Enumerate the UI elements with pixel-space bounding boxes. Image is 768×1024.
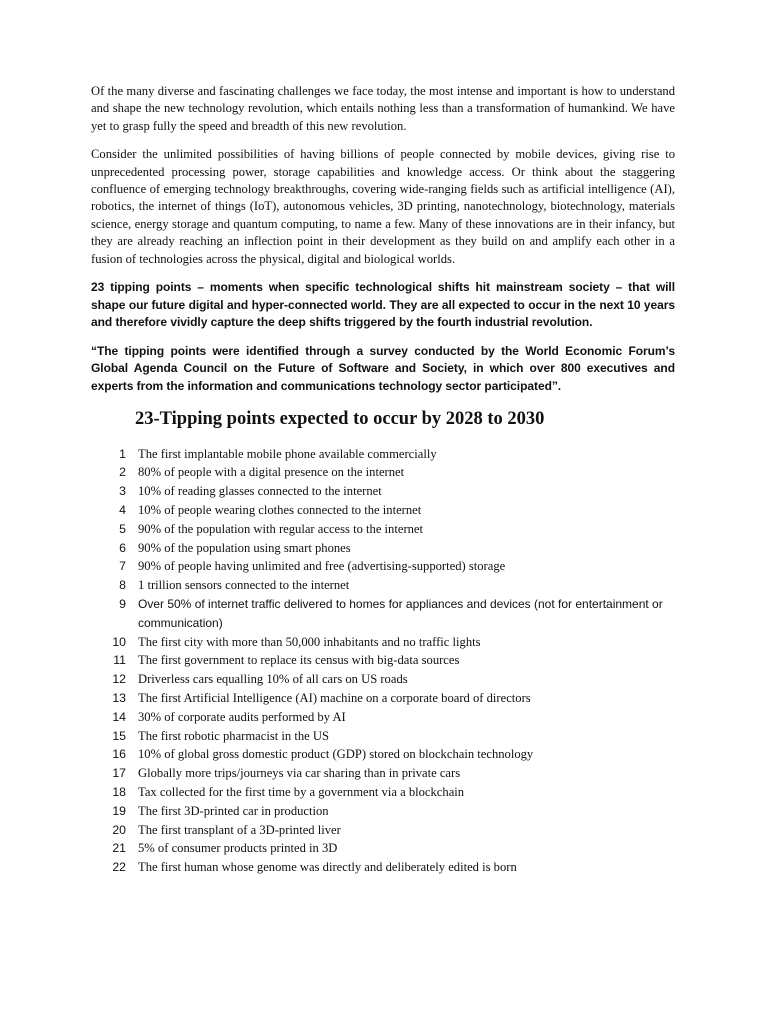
list-item-number: 20 <box>112 822 126 837</box>
list-item-number: 18 <box>112 784 126 799</box>
list-item-number: 13 <box>112 690 126 705</box>
list-item-number: 15 <box>112 728 126 743</box>
list-item-text: 10% of reading glasses connected to the internet <box>138 484 382 499</box>
list-item-text: 10% of global gross domestic product (GDP) stored on blockchain technology <box>138 747 534 762</box>
list-item-number: 19 <box>112 803 126 818</box>
list-item <box>91 557 675 576</box>
list-item-text: Tax collected for the first time by a government via a blockchain <box>138 784 465 799</box>
list-item <box>91 482 675 501</box>
list-item <box>91 501 675 520</box>
list-item-text: 1 trillion sensors connected to the internet <box>138 578 350 593</box>
list-item-number: 3 <box>119 484 126 499</box>
list-item-text: 90% of the population with regular access to the internet <box>138 521 424 536</box>
list-item-number: 4 <box>119 503 126 518</box>
list-item-number: 11 <box>113 653 126 668</box>
list-item <box>91 783 675 802</box>
list-item <box>91 576 675 595</box>
list-item-number: 6 <box>119 540 126 555</box>
list-item-text: The first Artificial Intelligence (AI) machine on a corporate board of directors <box>138 690 531 705</box>
list-item-number: 1 <box>119 446 126 461</box>
list-item <box>91 463 675 482</box>
list-item <box>91 670 675 689</box>
list-item-text: The first human whose genome was directly and deliberately edited is born <box>138 860 517 875</box>
list-item-number: 2 <box>119 465 126 480</box>
tipping-points-summary: 23 tipping points – moments when specific technological shifts hit mainstream society – that will shape our future digital and hyper-connected world. They are all expected to occur in the next 10 years and therefore vividly capture the deep shifts triggered by the fourth industrial revolution. <box>91 280 675 330</box>
list-item <box>91 708 675 727</box>
list-item <box>91 633 675 652</box>
list-item-number: 14 <box>112 709 126 724</box>
list-item-number: 10 <box>112 634 126 649</box>
list-item-text: 5% of consumer products printed in 3D <box>138 841 338 856</box>
survey-quote: “The tipping points were identified through a survey conducted by the World Economic Forum’s Global Agenda Council on the Future of Software and Society, in which over 800 executives and experts from the information and communications technology sector participated”. <box>91 343 675 394</box>
list-item <box>91 858 675 877</box>
list-item-text: The first government to replace its census with big-data sources <box>138 653 460 668</box>
document-page <box>91 83 675 877</box>
list-item <box>91 539 675 558</box>
list-item <box>91 445 675 464</box>
list-item-text: The first robotic pharmacist in the US <box>138 728 329 743</box>
list-item-text: 30% of corporate audits performed by AI <box>138 709 346 724</box>
list-item-number: 16 <box>112 747 126 762</box>
list-item-text: 90% of the population using smart phones <box>138 540 351 555</box>
tipping-points-list <box>91 445 675 877</box>
list-item <box>91 821 675 840</box>
intro-paragraph: Of the many diverse and fascinating challenges we face today, the most intense and important is how to understand and shape the new technology revolution, which entails nothing less than a transformation of humankind. We have yet to grasp fully the speed and breadth of this new revolution. <box>91 84 675 133</box>
list-item-number: 8 <box>119 578 126 593</box>
possibilities-paragraph: Consider the unlimited possibilities of having billions of people connected by mobile devices, giving rise to unprecedented processing power, storage capabilities and knowledge access. Or think about the staggering confluence of emerging technology breakthroughs, covering wide-ranging fields such as artificial intelligence (AI), robotics, the internet of things (IoT), autonomous vehicles, 3D printing, nanotechnology, biotechnology, materials science, energy storage and quantum computing, to name a few. Many of these innovations are in their infancy, but they are already reaching an inflection point in their development as they build on and amplify each other in a fusion of technologies across the physical, digital and biological worlds. <box>91 147 675 266</box>
list-item-number: 12 <box>112 672 126 687</box>
list-item-number: 17 <box>112 766 126 781</box>
list-item-text: Globally more trips/journeys via car sharing than in private cars <box>138 766 461 781</box>
list-item-number: 7 <box>119 559 126 574</box>
list-item-number: 9 <box>119 597 126 611</box>
list-item-text: 90% of people having unlimited and free (advertising-supported) storage <box>138 559 506 574</box>
list-item-text: Driverless cars equalling 10% of all cars on US roads <box>138 672 408 687</box>
list-item-text: The first transplant of a 3D-printed liver <box>138 822 341 837</box>
list-item <box>91 689 675 708</box>
list-item-number: 22 <box>112 860 126 875</box>
list-item-text: The first 3D-printed car in production <box>138 803 329 818</box>
list-item <box>91 764 675 783</box>
list-item <box>91 745 675 764</box>
list-item-text: The first city with more than 50,000 inhabitants and no traffic lights <box>138 634 481 649</box>
list-item <box>91 802 675 821</box>
list-item <box>91 727 675 746</box>
list-item <box>91 651 675 670</box>
list-item-text: Over 50% of internet traffic delivered to homes for appliances and devices (not for entertainment or communication) <box>138 597 663 630</box>
list-item-text: 10% of people wearing clothes connected to the internet <box>138 503 422 518</box>
list-item <box>91 839 675 858</box>
list-item-number: 21 <box>112 841 126 856</box>
list-item-number: 5 <box>119 521 126 536</box>
list-item-text: The first implantable mobile phone available commercially <box>138 446 437 461</box>
list-item-text: 80% of people with a digital presence on the internet <box>138 465 405 480</box>
section-heading: 23-Tipping points expected to occur by 2028 to 2030 <box>135 408 545 429</box>
list-item <box>91 520 675 539</box>
list-item <box>91 595 675 633</box>
